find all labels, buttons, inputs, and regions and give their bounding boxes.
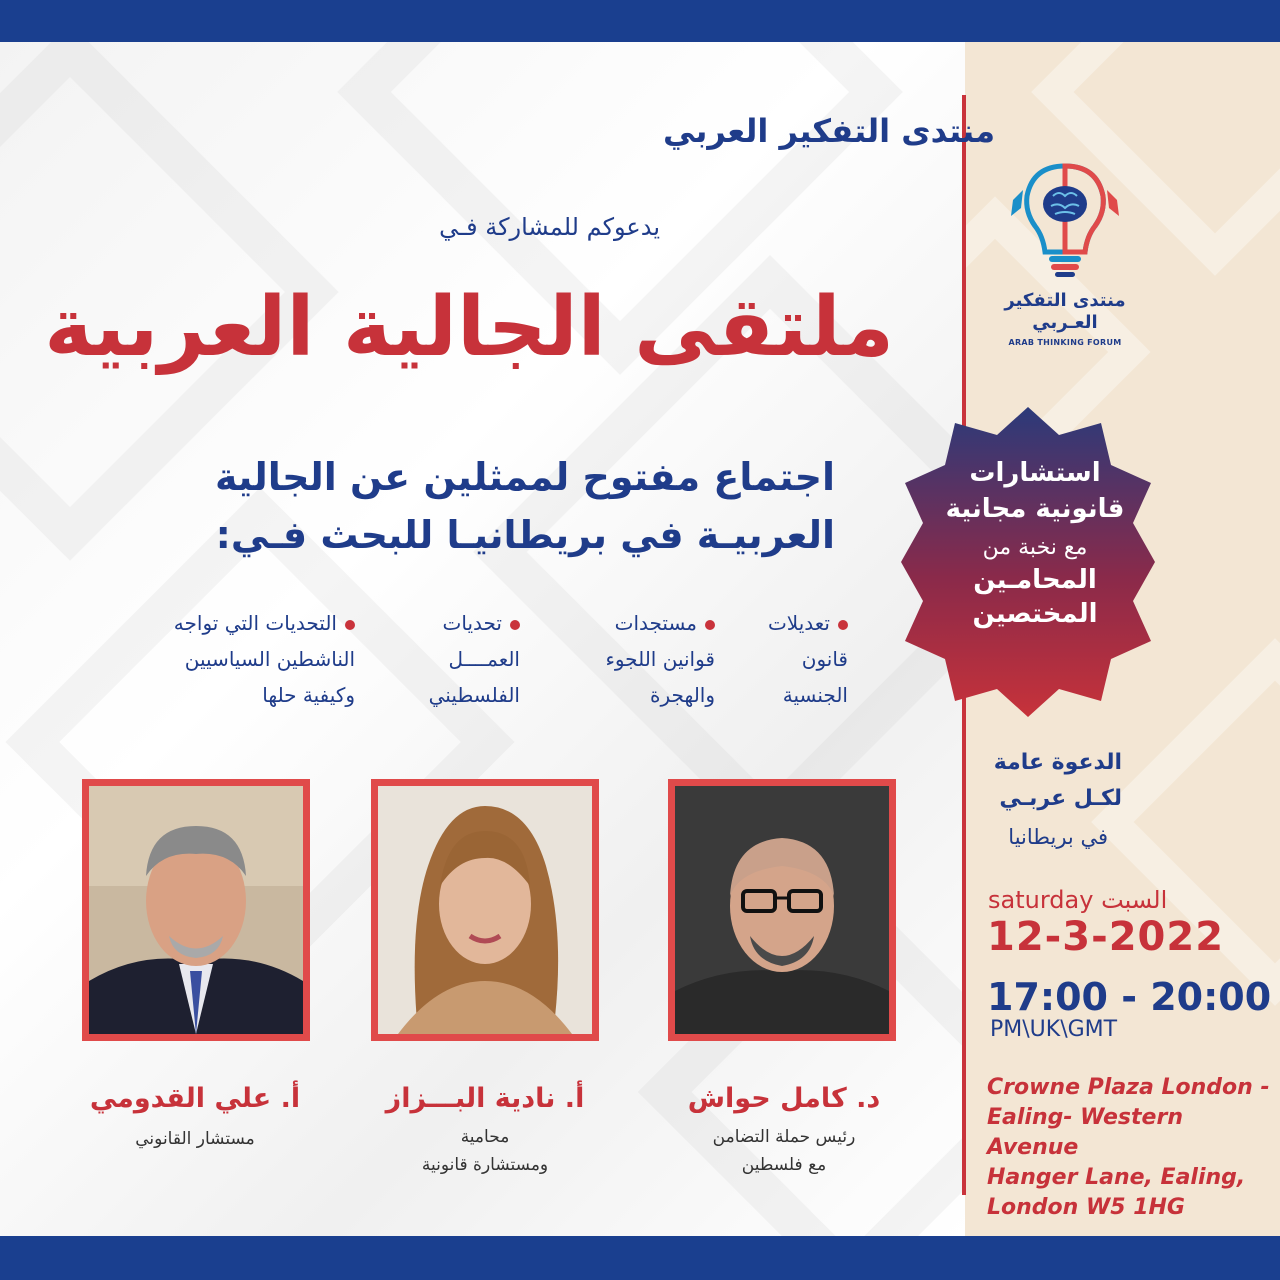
subtitle-line-1: اجتماع مفتوح لممثلين عن الجالية <box>214 455 835 499</box>
event-title: ملتقى الجالية العربية <box>44 280 894 375</box>
speaker-name: د. كامل حواش <box>687 1083 881 1114</box>
topic-item: تحديات العمــــل الفلسطيني <box>428 611 520 707</box>
logo-english-name: ARAB THINKING FORUM <box>1008 338 1122 347</box>
event-day: saturday السبت <box>988 886 1168 914</box>
speaker-name: أ. نادية البـــزاز <box>385 1083 585 1114</box>
invitation-location: في بريطانيا <box>1008 825 1108 849</box>
public-invitation: الدعوة عامة لكـل عربـي <box>993 750 1122 811</box>
speaker-name: أ. علي القدومي <box>89 1083 301 1114</box>
invite-line: يدعوكم للمشاركة فـي <box>439 213 660 241</box>
speaker-role: رئيس حملة التضامن مع فلسطين <box>712 1127 856 1175</box>
bullet-icon <box>345 620 355 630</box>
consultation-badge-text: استشارات قانونية مجانية مع نخبة من المحامـين المختصين <box>945 458 1125 629</box>
topic-item: التحديات التي تواجه الناشطين السياسيين وكيفية حلها <box>173 611 355 707</box>
topic-item: تعديلات قانون الجنسية <box>767 611 848 707</box>
event-timezone: PM\UK\GMT <box>990 1017 1118 1042</box>
forum-name: منتدى التفكير العربي <box>662 112 995 150</box>
logo-wordmark: منتدى التفكير العـربي <box>1004 290 1126 333</box>
bullet-icon <box>838 620 848 630</box>
speaker-photo <box>82 779 310 1041</box>
speaker-role: مستشار القانوني <box>135 1129 255 1149</box>
bullet-icon <box>510 620 520 630</box>
speaker-photo <box>668 779 896 1041</box>
speaker-photo <box>371 779 599 1041</box>
event-time: 17:00 - 20:00 <box>987 975 1272 1019</box>
top-bar <box>0 0 1280 42</box>
bottom-bar <box>0 1236 1280 1280</box>
speaker-role: محامية ومستشارة قانونية <box>421 1127 549 1175</box>
event-subtitle <box>135 448 835 564</box>
bulb-head-logo-icon <box>1005 160 1125 280</box>
event-date: 12-3-2022 <box>987 914 1225 960</box>
event-venue: Crowne Plaza London - Ealing- Western Avenue Hanger Lane, Ealing, London W5 1HG <box>987 1075 1270 1220</box>
bullet-icon <box>705 620 715 630</box>
subtitle-line-2: العربيـة في بريطانيـا للبحث فـي: <box>215 513 835 557</box>
topic-item: مستجدات قوانين اللجوء والهجرة <box>605 611 715 707</box>
